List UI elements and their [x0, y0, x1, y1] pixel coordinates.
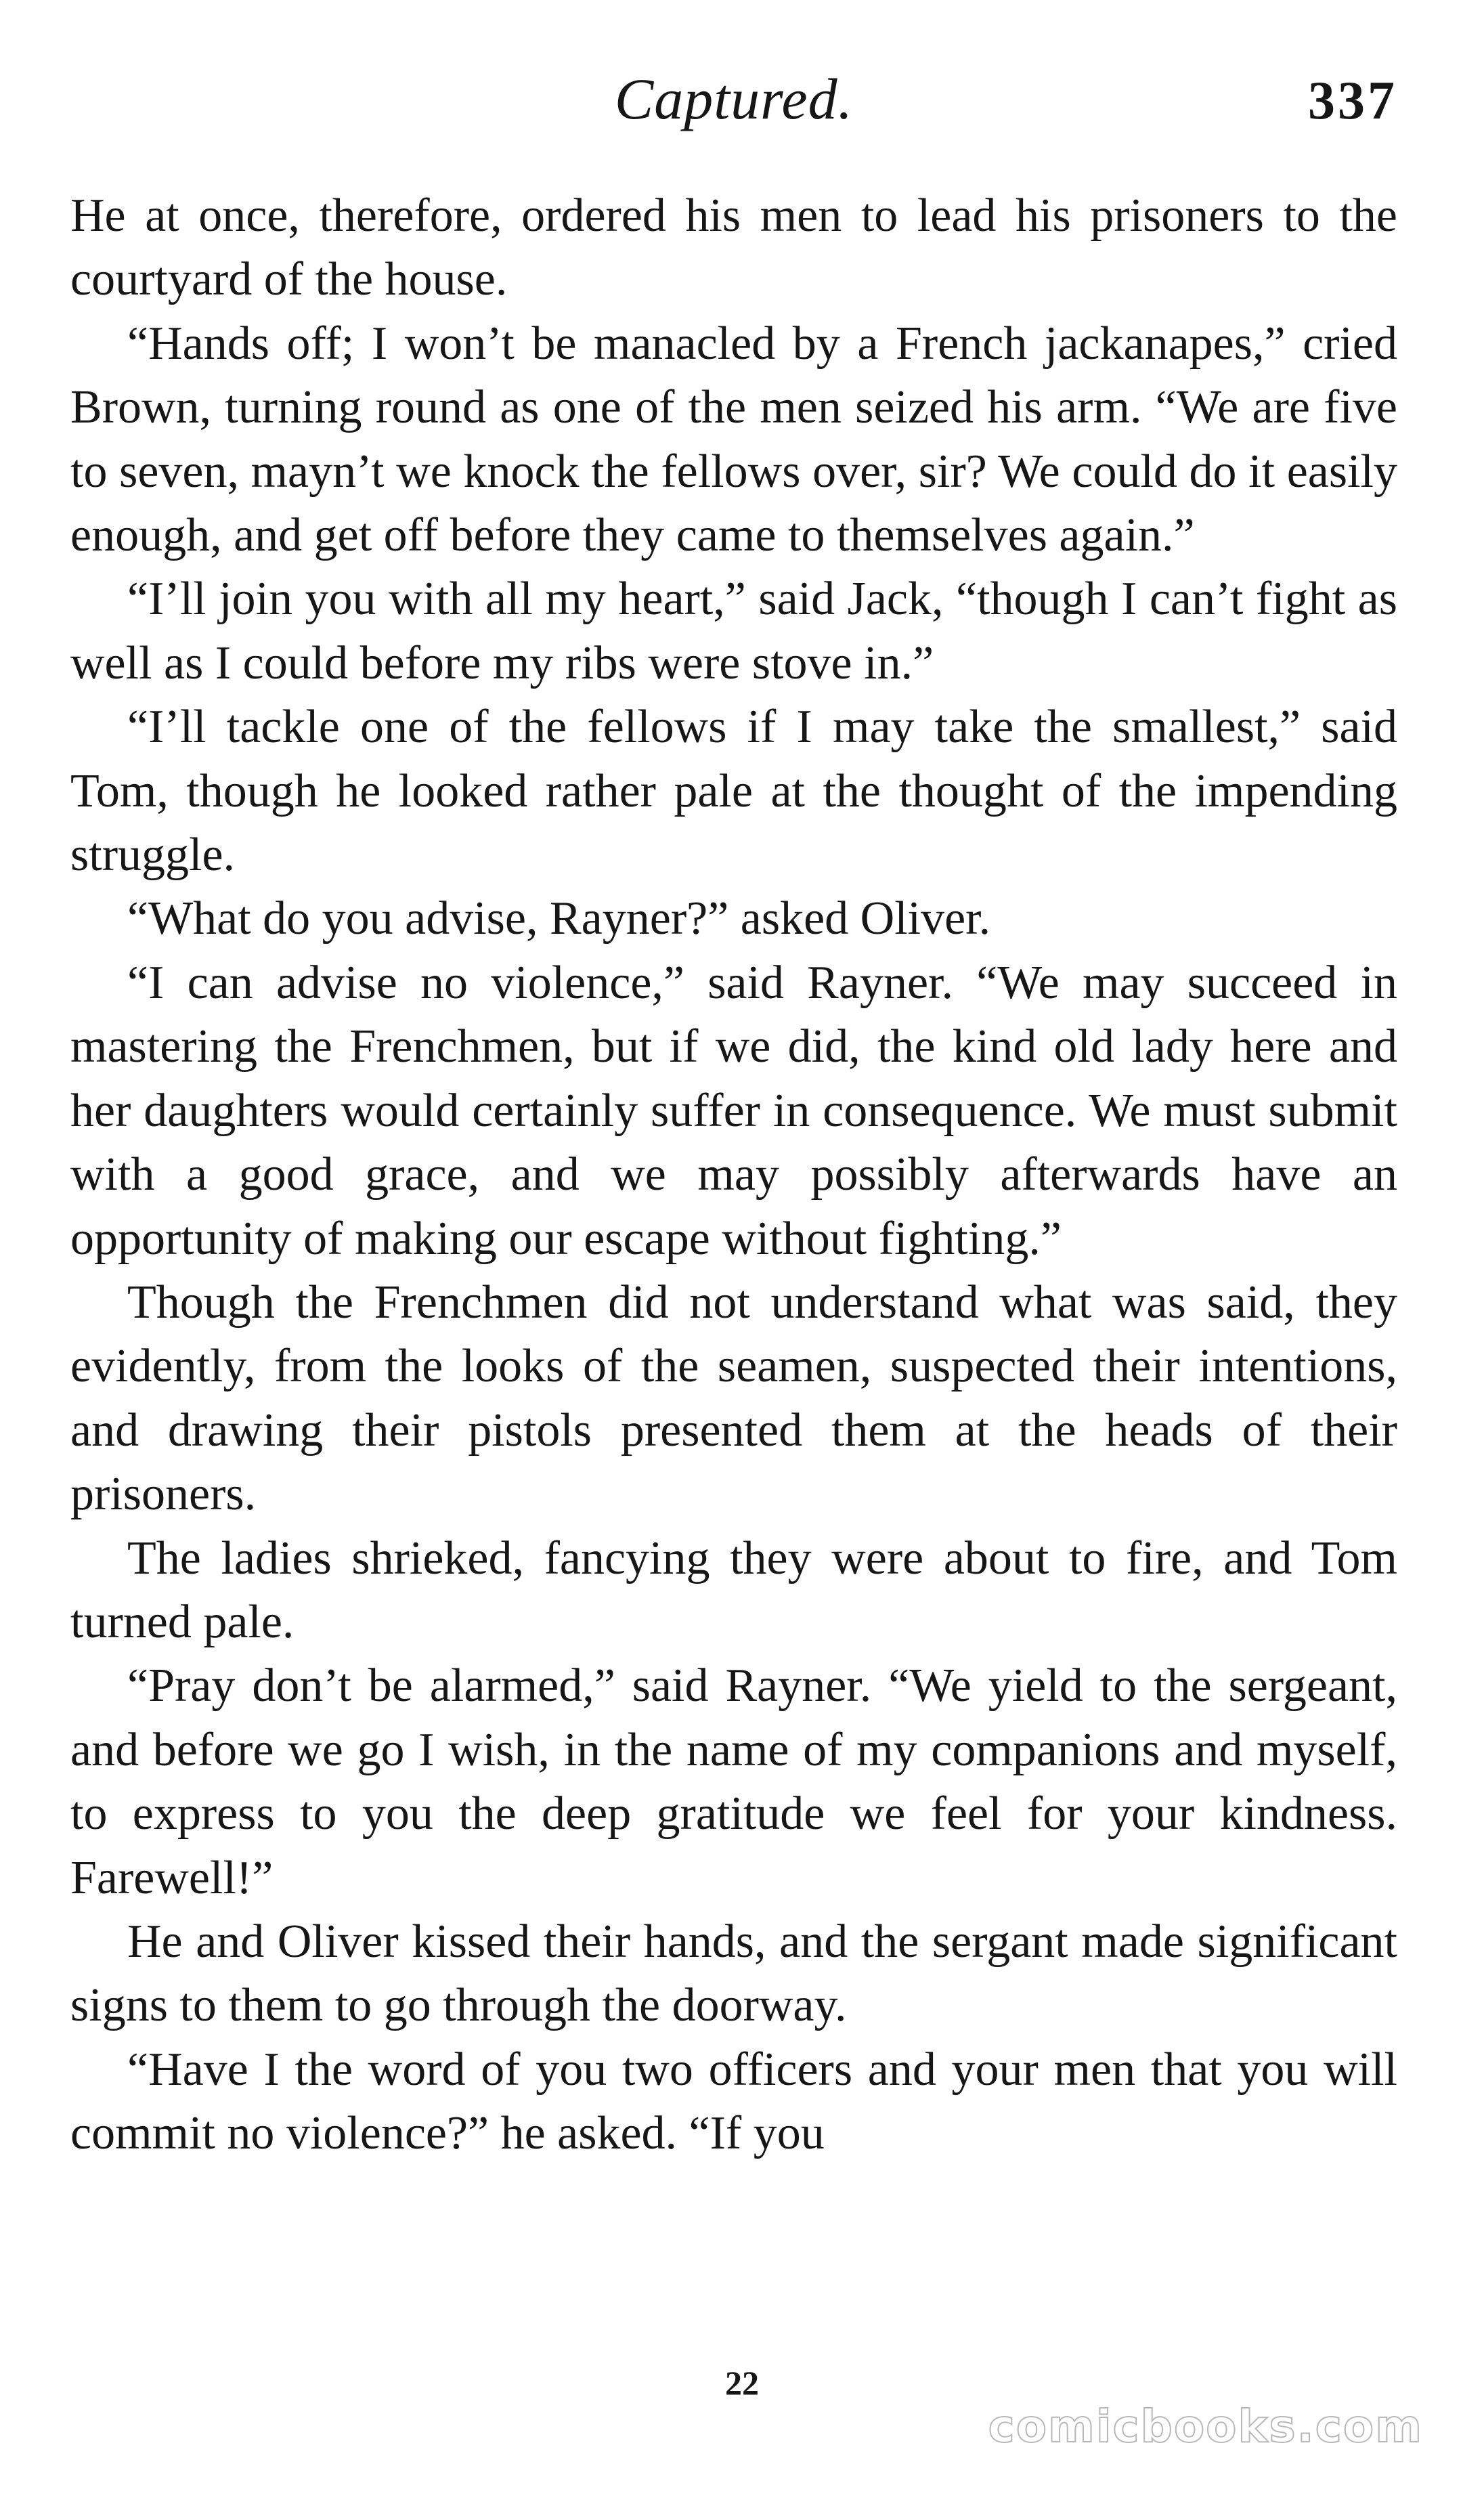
paragraph: “Pray don’t be alarmed,” said Rayner. “We yield to the sergeant, and before we go I wish, in the name of my companions and myself, to express to you the deep gratitude we feel for your kindness. Farewell!” — [70, 1660, 1397, 1904]
paragraph: Though the Frenchmen did not understand what was said, they evidently, from the looks of the seamen, suspected their intentions, and drawing their pistols presented them at the heads of their prisoners. — [70, 1276, 1397, 1521]
paragraph: “I can advise no violence,” said Rayner. “We may succeed in mastering the Frenchmen, but if we did, the kind old lady here and her daughters would certainly suffer in consequence. We must submit with a good grace, and we may possibly afterwards have an opportunity of making our escape without fighting.” — [70, 956, 1397, 1265]
signature-mark: 22 — [725, 2364, 759, 2402]
page-header — [70, 65, 1397, 139]
body-text — [70, 184, 1397, 2166]
running-title: Captured. — [614, 66, 854, 131]
paragraph: The ladies shrieked, fancying they were about to fire, and Tom turned pale. — [70, 1532, 1397, 1648]
paragraph: “I’ll tackle one of the fellows if I may take the smallest,” said Tom, though he looked rather pale at the thought of the impending struggle. — [70, 701, 1397, 882]
watermark: comicbooks.com — [988, 2400, 1423, 2453]
paragraph: He at once, therefore, ordered his men to lead his prisoners to the courtyard of the house. — [70, 190, 1397, 306]
paragraph: “What do you advise, Rayner?” asked Oliver. — [127, 892, 991, 945]
paragraph: “Have I the word of you two officers and your men that you will commit no violence?” he asked. “If you — [70, 2043, 1397, 2160]
paragraph: “I’ll join you with all my heart,” said Jack, “though I can’t fight as well as I could before my ribs were stove in.” — [70, 573, 1397, 689]
paragraph: “Hands off; I won’t be manacled by a French jackanapes,” cried Brown, turning round as one of the men seized his arm. “We are five to seven, mayn’t we knock the fellows over, sir? We could do it easily enough, and get off before they came to themselves again.” — [70, 317, 1397, 562]
paragraph: He and Oliver kissed their hands, and the sergant made significant signs to them to go through the doorway. — [70, 1915, 1397, 2032]
page-number: 337 — [1308, 71, 1397, 131]
